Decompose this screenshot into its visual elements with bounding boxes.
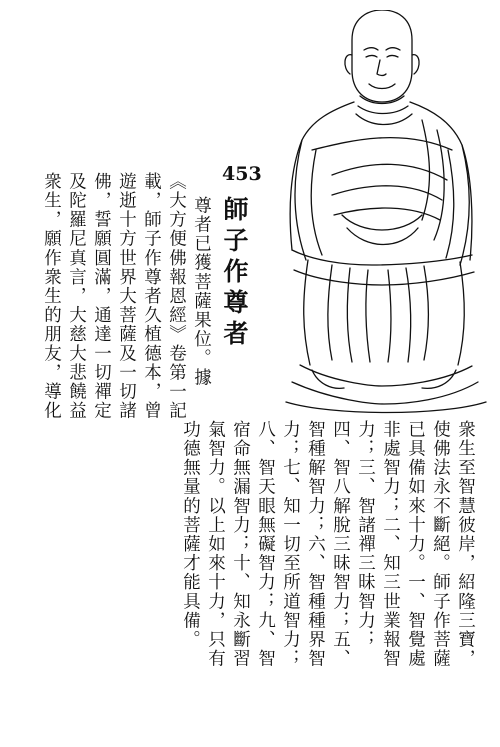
right-text-column: 功德無量的菩薩才能具備。 <box>180 420 201 650</box>
right-text-column: 力；七、知一切至所道智力； <box>280 420 301 669</box>
right-text-column: 智種解智力；六、智種種界智 <box>305 420 326 669</box>
right-text-column: 力；三、智諸禪三昧智力； <box>355 420 376 650</box>
right-text-column: 八、智天眼無礙智力；九、智 <box>255 420 276 669</box>
right-text-column: 非處智力；二、知三世業報智 <box>380 420 401 669</box>
entry-number: 453 <box>222 163 262 185</box>
seated-arhat-illustration <box>272 10 498 420</box>
right-text-column: 氣智力。以上如來十力，只有 <box>205 420 226 669</box>
right-text-column: 宿命無漏智力；十、知永斷習 <box>230 420 251 669</box>
left-text-column: 遊逝十方世界大菩薩及一切諸 <box>116 172 137 421</box>
left-text-column: 及陀羅尼真言，大慈大悲饒益 <box>66 172 87 421</box>
left-text-column: 載，師子作尊者久植德本，曾 <box>141 172 162 421</box>
right-text-column: 四、智八解脫三昧智力；五、 <box>330 420 351 669</box>
right-text-column: 衆生至智慧彼岸，紹隆三寶， <box>455 420 476 669</box>
seated-arhat-line-drawing-icon <box>286 10 486 413</box>
right-text-column: 使佛法永不斷絕。師子作菩薩 <box>430 420 451 669</box>
left-text-column: 佛，誓願圓滿，通達一切禪定 <box>91 172 112 421</box>
right-text-column: 已具備如來十力。一、智覺處 <box>405 420 426 669</box>
left-text-column: 尊者已獲菩薩果位。據 <box>191 196 212 387</box>
left-text-column: 《大方便佛報恩經》卷第一記 <box>166 172 187 421</box>
left-text-column: 衆生，願作衆生的朋友，導化 <box>41 172 62 421</box>
entry-title: 師子作尊者 <box>220 196 249 351</box>
